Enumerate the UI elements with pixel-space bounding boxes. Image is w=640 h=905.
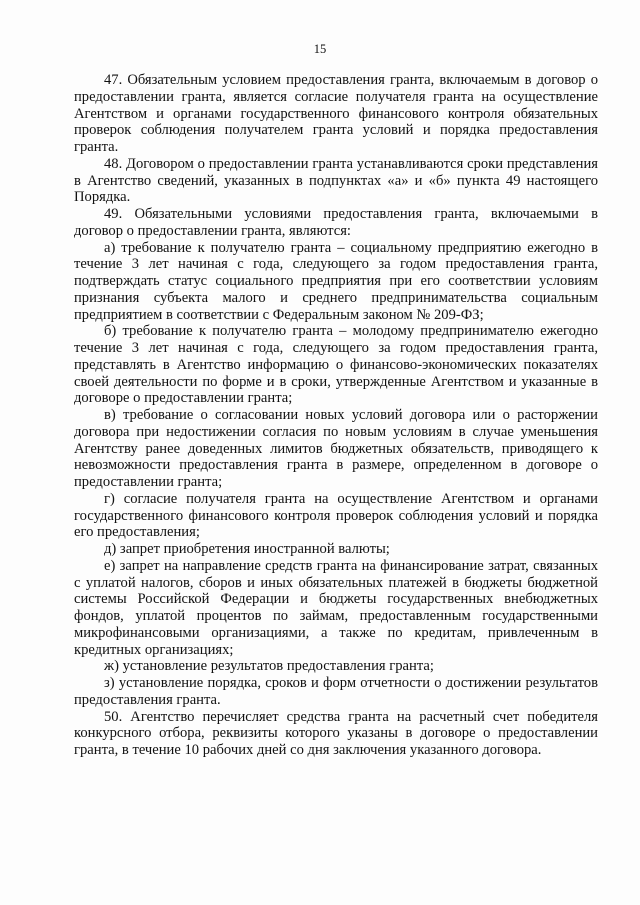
subparagraph-b: б) требование к получателю гранта – молодому предпринимателю ежегодно течение 3 лет начиная с года, следующего за годом предоставления гранта, представлять в Агентство информацию о финансово-экономических показателях своей деятельности по форме и в сроки, утвержденные Агентством и указанные в договоре о предоставлении гранта;: [74, 323, 598, 407]
subparagraph-a: а) требование к получателю гранта – социальному предприятию ежегодно в течение 3 лет начиная с года, следующего за годом предоставления гранта, подтверждать статус социального предприятия при его соответствии условиям признания субъекта малого и среднего предпринимательства социальным предприятием в соответствии с Федеральным законом № 209-ФЗ;: [74, 239, 598, 323]
subparagraph-g: г) согласие получателя гранта на осуществление Агентством и органами государственного финансового контроля проверок соблюдения условий и порядка его предоставления;: [74, 490, 598, 541]
paragraph-50: 50. Агентство перечисляет средства гранта на расчетный счет победителя конкурсного отбора, реквизиты которого указаны в договоре о предоставлении гранта, в течение 10 рабочих дней со дня заключения указанного договора.: [74, 708, 598, 758]
subparagraph-z: з) установление порядка, сроков и форм отчетности о достижении результатов предоставления гранта.: [74, 675, 598, 708]
paragraph-48: 48. Договором о предоставлении гранта устанавливаются сроки представления в Агентство сведений, указанных в подпунктах «а» и «б» пункта 49 настоящего Порядка.: [74, 155, 598, 206]
paragraph-47: 47. Обязательным условием предоставления гранта, включаемым в договор о предоставлении гранта, является согласие получателя гранта на осуществление Агентством и органами государственного финансового контроля обязательных проверок соблюдения получателем гранта условий и порядка предоставления гранта.: [74, 72, 598, 155]
page-number: 15: [313, 42, 327, 56]
subparagraph-d: д) запрет приобретения иностранной валюты;: [104, 541, 390, 557]
subparagraph-zh: ж) установление результатов предоставления гранта;: [104, 658, 434, 675]
paragraph-49: 49. Обязательными условиями предоставления гранта, включаемыми в договор о предоставлении гранта, являются:: [74, 206, 598, 239]
subparagraph-v: в) требование о согласовании новых условий договора или о расторжении договора при недостижении согласия по новым условиям в случае уменьшения Агентству ранее доведенных лимитов бюджетных обязательств, приводящего к невозможности предоставления гранта в размере, определенном в договоре о предоставлении гранта;: [74, 407, 598, 490]
subparagraph-e: е) запрет на направление средств гранта на финансирование затрат, связанных с уплатой налогов, сборов и иных обязательных платежей в бюджеты бюджетной системы Российской Федерации и бюджеты государственных внебюджетных фондов, уплатой процентов по займам, предоставленным государственными микрофинансовыми организациями, а также по кредитам, привлеченным в кредитных организациях;: [74, 557, 598, 658]
document-body: [74, 72, 598, 759]
